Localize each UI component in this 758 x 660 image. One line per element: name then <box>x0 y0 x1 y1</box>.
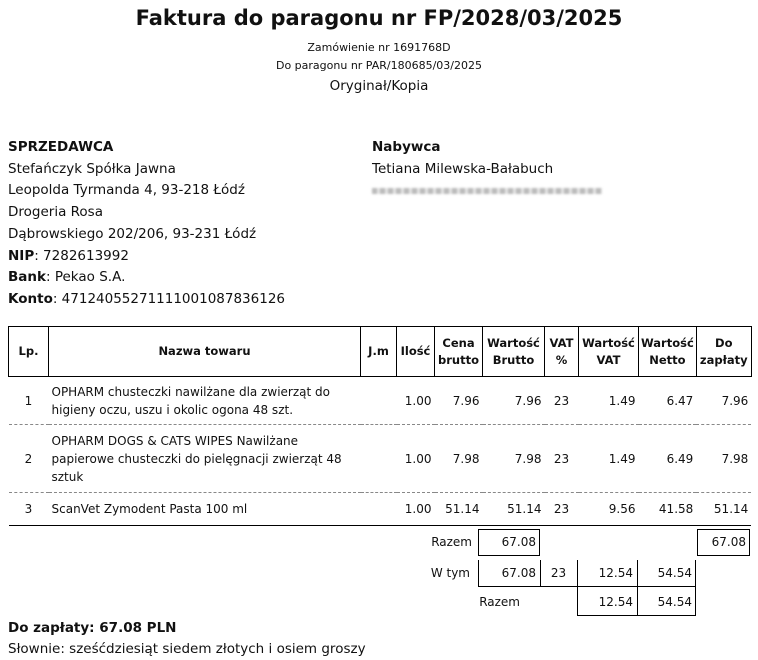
col-net: Wartość Netto <box>639 327 697 377</box>
nip-value: : 7282613992 <box>34 247 129 264</box>
seller-shop: Drogeria Rosa <box>8 204 103 221</box>
row-gross: 51.14 <box>483 493 545 526</box>
col-pay: Do zapłaty <box>696 327 751 377</box>
col-lp: Lp. <box>9 327 49 377</box>
row-pay: 51.14 <box>696 493 751 526</box>
seller-nip <box>8 246 285 268</box>
items-table <box>8 326 752 526</box>
col-jm: J.m <box>361 327 397 377</box>
nip-label: NIP <box>8 247 35 264</box>
wtym-vat: 23 <box>550 566 567 580</box>
row-jm <box>361 425 397 493</box>
receipt-number: Do paragonu nr PAR/180685/03/2025 <box>275 59 483 72</box>
row-qty: 1.00 <box>397 493 435 526</box>
seller-account <box>8 289 285 311</box>
razem2-net: 54.54 <box>657 595 692 609</box>
row-gross: 7.96 <box>483 377 545 425</box>
row-qty: 1.00 <box>397 425 435 493</box>
row-name: OPHARM DOGS & CATS WIPES Nawilżane papierowe chusteczki do pielęgnacji zwierząt 48 sztuk <box>49 425 361 493</box>
wtym-label: W tym <box>430 566 470 580</box>
buyer-block <box>372 137 602 202</box>
row-pay: 7.98 <box>696 425 751 493</box>
row-jm <box>361 493 397 526</box>
row-lp: 1 <box>9 377 49 425</box>
seller-address: Leopolda Tyrmanda 4, 93-218 Łódź <box>8 182 245 199</box>
row-vat: 23 <box>545 377 579 425</box>
order-number: Zamówienie nr 1691768D <box>307 41 451 54</box>
col-price: Cena brutto <box>435 327 483 377</box>
row-pay: 7.96 <box>696 377 751 425</box>
razem2-label: Razem <box>479 595 520 609</box>
buyer-heading: Nabywca <box>372 139 441 155</box>
row-vat-value: 1.49 <box>579 377 639 425</box>
redacted-address <box>372 188 602 194</box>
amount-in-words: Słownie: sześćdziesiąt siedem złotych i osiem groszy <box>8 641 366 657</box>
konto-value: : 47124055271111001087836126 <box>52 290 286 307</box>
konto-label: Konto <box>8 290 53 307</box>
row-jm <box>361 377 397 425</box>
row-price: 51.14 <box>435 493 483 526</box>
buyer-name: Tetiana Milewska-Bałabuch <box>372 160 554 177</box>
row-qty: 1.00 <box>397 377 435 425</box>
row-net: 6.47 <box>639 377 697 425</box>
table-header-row <box>9 327 752 377</box>
row-vat: 23 <box>545 493 579 526</box>
row-vat-value: 1.49 <box>579 425 639 493</box>
table-row <box>9 425 752 493</box>
razem-label: Razem <box>431 535 472 549</box>
copy-label: Oryginał/Kopia <box>329 78 429 94</box>
row-price: 7.96 <box>435 377 483 425</box>
bank-label: Bank <box>8 269 46 286</box>
col-vat-value: Wartość VAT <box>579 327 639 377</box>
row-vat-value: 9.56 <box>579 493 639 526</box>
razem2-vat-value: 12.54 <box>598 595 633 609</box>
col-name: Nazwa towaru <box>49 327 361 377</box>
col-gross: Wartość Brutto <box>483 327 545 377</box>
table-row <box>9 493 752 526</box>
wtym-vat-value: 12.54 <box>598 566 633 580</box>
row-net: 41.58 <box>639 493 697 526</box>
seller-name: Stefańczyk Spółka Jawna <box>8 160 176 177</box>
razem-gross: 67.08 <box>501 535 536 549</box>
row-net: 6.49 <box>639 425 697 493</box>
row-name: OPHARM chusteczki nawilżane dla zwierząt do higieny oczu, uszu i okolic ogona 48 szt. <box>49 377 361 425</box>
row-price: 7.98 <box>435 425 483 493</box>
row-lp: 3 <box>9 493 49 526</box>
row-lp: 2 <box>9 425 49 493</box>
wtym-gross: 67.08 <box>501 566 536 580</box>
table-row <box>9 377 752 425</box>
row-gross: 7.98 <box>483 425 545 493</box>
wtym-net: 54.54 <box>657 566 692 580</box>
bank-value: : Pekao S.A. <box>46 269 126 286</box>
row-vat: 23 <box>545 425 579 493</box>
razem-pay: 67.08 <box>711 535 746 549</box>
seller-heading: SPRZEDAWCA <box>8 139 114 155</box>
amount-due: Do zapłaty: 67.08 PLN <box>8 620 177 636</box>
seller-block <box>8 137 285 311</box>
invoice-title: Faktura do paragonu nr FP/2028/03/2025 <box>135 6 623 30</box>
seller-bank <box>8 267 285 289</box>
col-vat: VAT % <box>545 327 579 377</box>
col-qty: Ilość <box>397 327 435 377</box>
row-name: ScanVet Zymodent Pasta 100 ml <box>49 493 361 526</box>
seller-shop-address: Dąbrowskiego 202/206, 93-231 Łódź <box>8 225 257 242</box>
